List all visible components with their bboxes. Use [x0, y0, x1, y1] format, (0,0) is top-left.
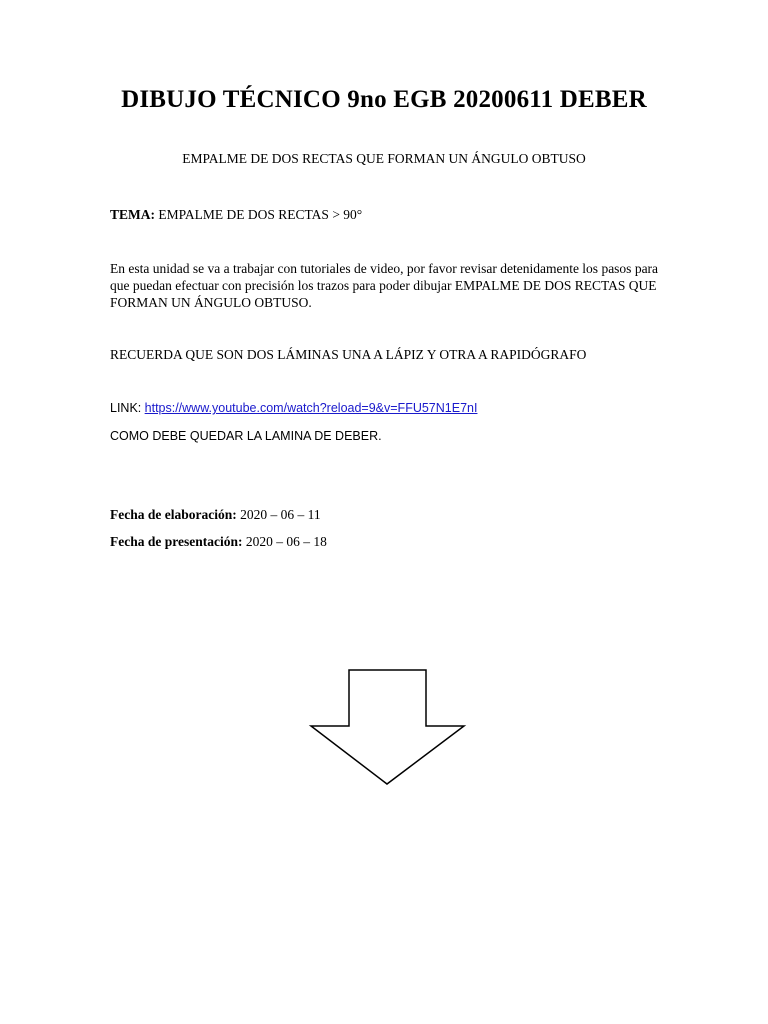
fecha-presentacion-line — [110, 534, 327, 550]
tema-value: EMPALME DE DOS RECTAS > 90° — [158, 207, 363, 222]
subtitle: EMPALME DE DOS RECTAS QUE FORMAN UN ÁNGULO OBTUSO — [182, 151, 586, 166]
down-arrow-icon — [308, 668, 468, 788]
como-debe-text: COMO DEBE QUEDAR LA LAMINA DE DEBER. — [110, 429, 382, 443]
fecha-elaboracion-value: 2020 – 06 – 11 — [240, 507, 321, 522]
link-line — [110, 400, 477, 416]
link-label: LINK: — [110, 401, 142, 415]
fecha-elaboracion-label: Fecha de elaboración: — [110, 507, 237, 522]
fecha-elaboracion-line — [110, 507, 321, 523]
fecha-presentacion-value: 2020 – 06 – 18 — [245, 534, 327, 549]
page-title: DIBUJO TÉCNICO 9no EGB 20200611 DEBER — [121, 86, 647, 113]
tema-line — [110, 207, 362, 223]
fecha-presentacion-label: Fecha de presentación: — [110, 534, 243, 549]
instructions-paragraph: En esta unidad se va a trabajar con tutoriales de video, por favor revisar detenidamente los pasos para que puedan efectuar con precisión los trazos para poder dibujar EMPALME DE DOS RECTAS QUE FORMAN UN ÁNGULO OBTUSO. — [110, 261, 659, 310]
reminder-text: RECUERDA QUE SON DOS LÁMINAS UNA A LÁPIZ Y OTRA A RAPIDÓGRAFO — [110, 347, 587, 362]
tema-label: TEMA: — [110, 207, 155, 222]
video-link[interactable]: https://www.youtube.com/watch?reload=9&v=FFU57N1E7nI — [144, 401, 478, 415]
